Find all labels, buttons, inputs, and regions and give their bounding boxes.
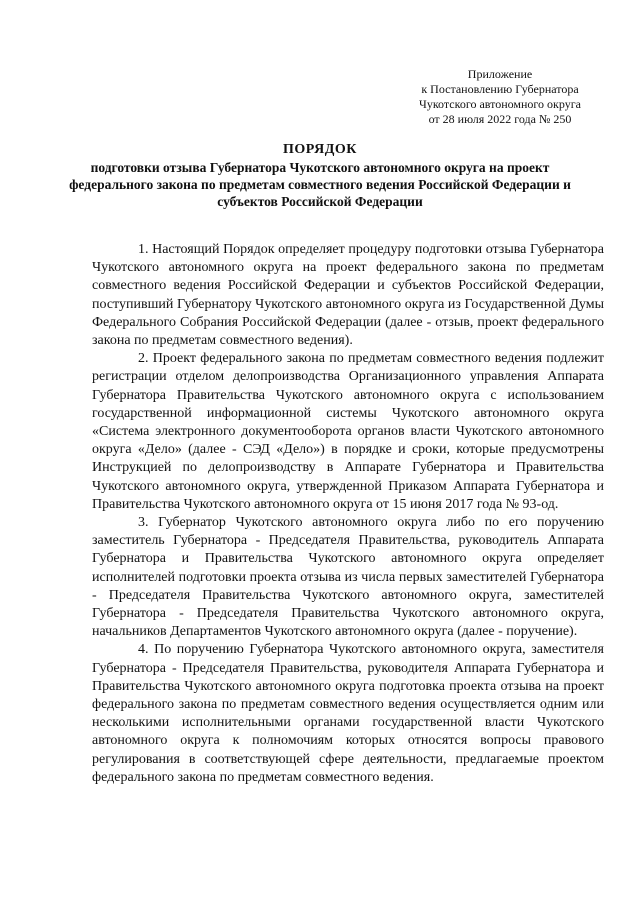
title-block (60, 141, 580, 210)
appendix-date-number: от 28 июля 2022 года № 250 (428, 112, 572, 126)
appendix-region: Чукотского автономного округа (419, 97, 581, 111)
paragraph-1: 1. Настоящий Порядок определяет процедуру подготовки отзыва Губернатора Чукотского автономного округа на проект федерального закона по предметам совместного ведения Российской Федерации и субъектов Российской Федерации, поступивший Губернатору Чукотского автономного округа из Государственной Думы Федерального Собрания Российской Федерации (далее - отзыв, проект федерального закона по предметам совместного ведения). (92, 242, 604, 349)
appendix-block (400, 67, 600, 127)
document-title: ПОРЯДОК (283, 142, 357, 157)
paragraph-3: 3. Губернатор Чукотского автономного округа либо по его поручению заместитель Губернатора - Председателя Правительства, руководитель Аппарата Губернатора и Правительства Чукотского автономного округа определяет исполнителей подготовки проекта отзыва из числа первых заместителей Губернатора - Председателя Правительства Чукотского автономного округа, заместителей Губернатора - Председателя Правительства Чукотского автономного округа, начальников Департаментов Чукотского автономного округа (далее - поручение). (92, 515, 604, 640)
paragraph-4: 4. По поручению Губернатора Чукотского автономного округа, заместителя Губернатора - Председателя Правительства, руководителя Аппарата Губернатора и Правительства Чукотского автономного округа подготовка проекта отзыва на проект федерального закона по предметам совместного ведения осуществляется одним или несколькими исполнительными органами государственной власти Чукотского автономного округа к полномочиям которых относятся вопросы правового регулирования в соответствующей сфере деятельности, предлагаемые проектом федерального закона по предметам совместного ведения. (92, 642, 604, 785)
appendix-label: Приложение (467, 67, 533, 81)
document-body (92, 241, 604, 787)
paragraph-2: 2. Проект федерального закона по предметам совместного ведения подлежит регистрации отделом делопроизводства Организационного управления Аппарата Губернатора Правительства Чукотского автономного округа с использованием государственной информационной системы Чукотского автономного округа «Система электронного документооборота органов власти Чукотского автономного округа «Дело» (далее - СЭД «Дело») в порядке и сроки, которые предусмотрены Инструкцией по делопроизводству в Аппарате Губернатора и Правительства Чукотского автономного округа, утвержденной Приказом Аппарата Губернатора и Правительства Чукотского автономного округа от 15 июня 2017 года № 93-од. (92, 351, 604, 512)
appendix-resolution-ref: к Постановлению Губернатора (421, 82, 579, 96)
document-subtitle: подготовки отзыва Губернатора Чукотского автономного округа на проект федерального закона по предметам совместного ведения Российской Федерации и субъектов Российской Федерации (69, 160, 571, 209)
